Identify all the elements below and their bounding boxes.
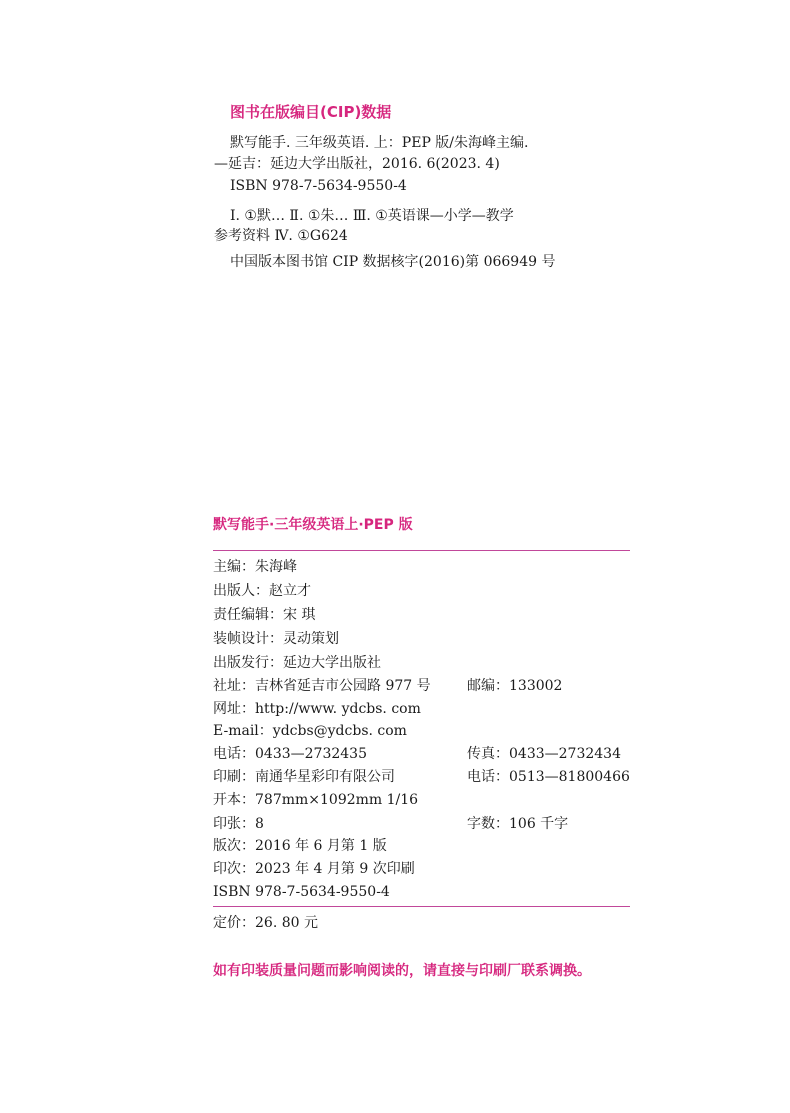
responsible-editor: 责任编辑：宋 琪 bbox=[213, 607, 316, 623]
cip-line-classification: Ⅰ. ①默… Ⅱ. ①朱… Ⅲ. ①英语课—小学—教学 bbox=[230, 208, 514, 224]
address: 社址：吉林省延吉市公园路 977 号 bbox=[213, 678, 431, 694]
cip-line-reference: 参考资料 Ⅳ. ①G624 bbox=[214, 228, 348, 244]
cip-line-isbn: ISBN 978-7-5634-9550-4 bbox=[230, 178, 407, 194]
format: 开本：787mm×1092mm 1/16 bbox=[213, 792, 419, 808]
design: 装帧设计：灵动策划 bbox=[213, 631, 339, 647]
cip-line-title: 默写能手. 三年级英语. 上：PEP 版/朱海峰主编. bbox=[230, 135, 529, 151]
printing: 印次：2023 年 4 月第 9 次印刷 bbox=[213, 861, 415, 877]
book-title: 默写能手·三年级英语上·PEP 版 bbox=[213, 517, 413, 533]
phone: 电话：0433—2732435 bbox=[213, 746, 367, 762]
bottom-divider bbox=[213, 906, 630, 907]
notice: 如有印装质量问题而影响阅读的，请直接与印刷厂联系调换。 bbox=[213, 963, 591, 979]
word-count: 字数：106 千字 bbox=[467, 816, 569, 832]
cip-line-publisher: —延吉：延边大学出版社，2016. 6(2023. 4) bbox=[214, 156, 500, 172]
printer: 印刷：南通华星彩印有限公司 bbox=[213, 769, 395, 785]
printer-phone: 电话：0513—81800466 bbox=[467, 769, 630, 785]
fax: 传真：0433—2732434 bbox=[467, 746, 621, 762]
website: 网址：http://www. ydcbs. com bbox=[213, 701, 421, 717]
cip-line-record: 中国版本图书馆 CIP 数据核字(2016)第 066949 号 bbox=[230, 254, 556, 270]
edition: 版次：2016 年 6 月第 1 版 bbox=[213, 838, 387, 854]
publisher-person: 出版人：赵立才 bbox=[213, 583, 311, 599]
postcode: 邮编：133002 bbox=[467, 678, 563, 694]
cip-heading: 图书在版编目(CIP)数据 bbox=[230, 103, 392, 121]
price: 定价：26. 80 元 bbox=[213, 915, 318, 931]
isbn: ISBN 978-7-5634-9550-4 bbox=[213, 884, 390, 900]
top-divider bbox=[213, 550, 630, 551]
email: E-mail：ydcbs@ydcbs. com bbox=[213, 723, 407, 739]
chief-editor: 主编：朱海峰 bbox=[213, 559, 297, 575]
distributor: 出版发行：延边大学出版社 bbox=[213, 655, 381, 671]
sheets: 印张：8 bbox=[213, 816, 264, 832]
